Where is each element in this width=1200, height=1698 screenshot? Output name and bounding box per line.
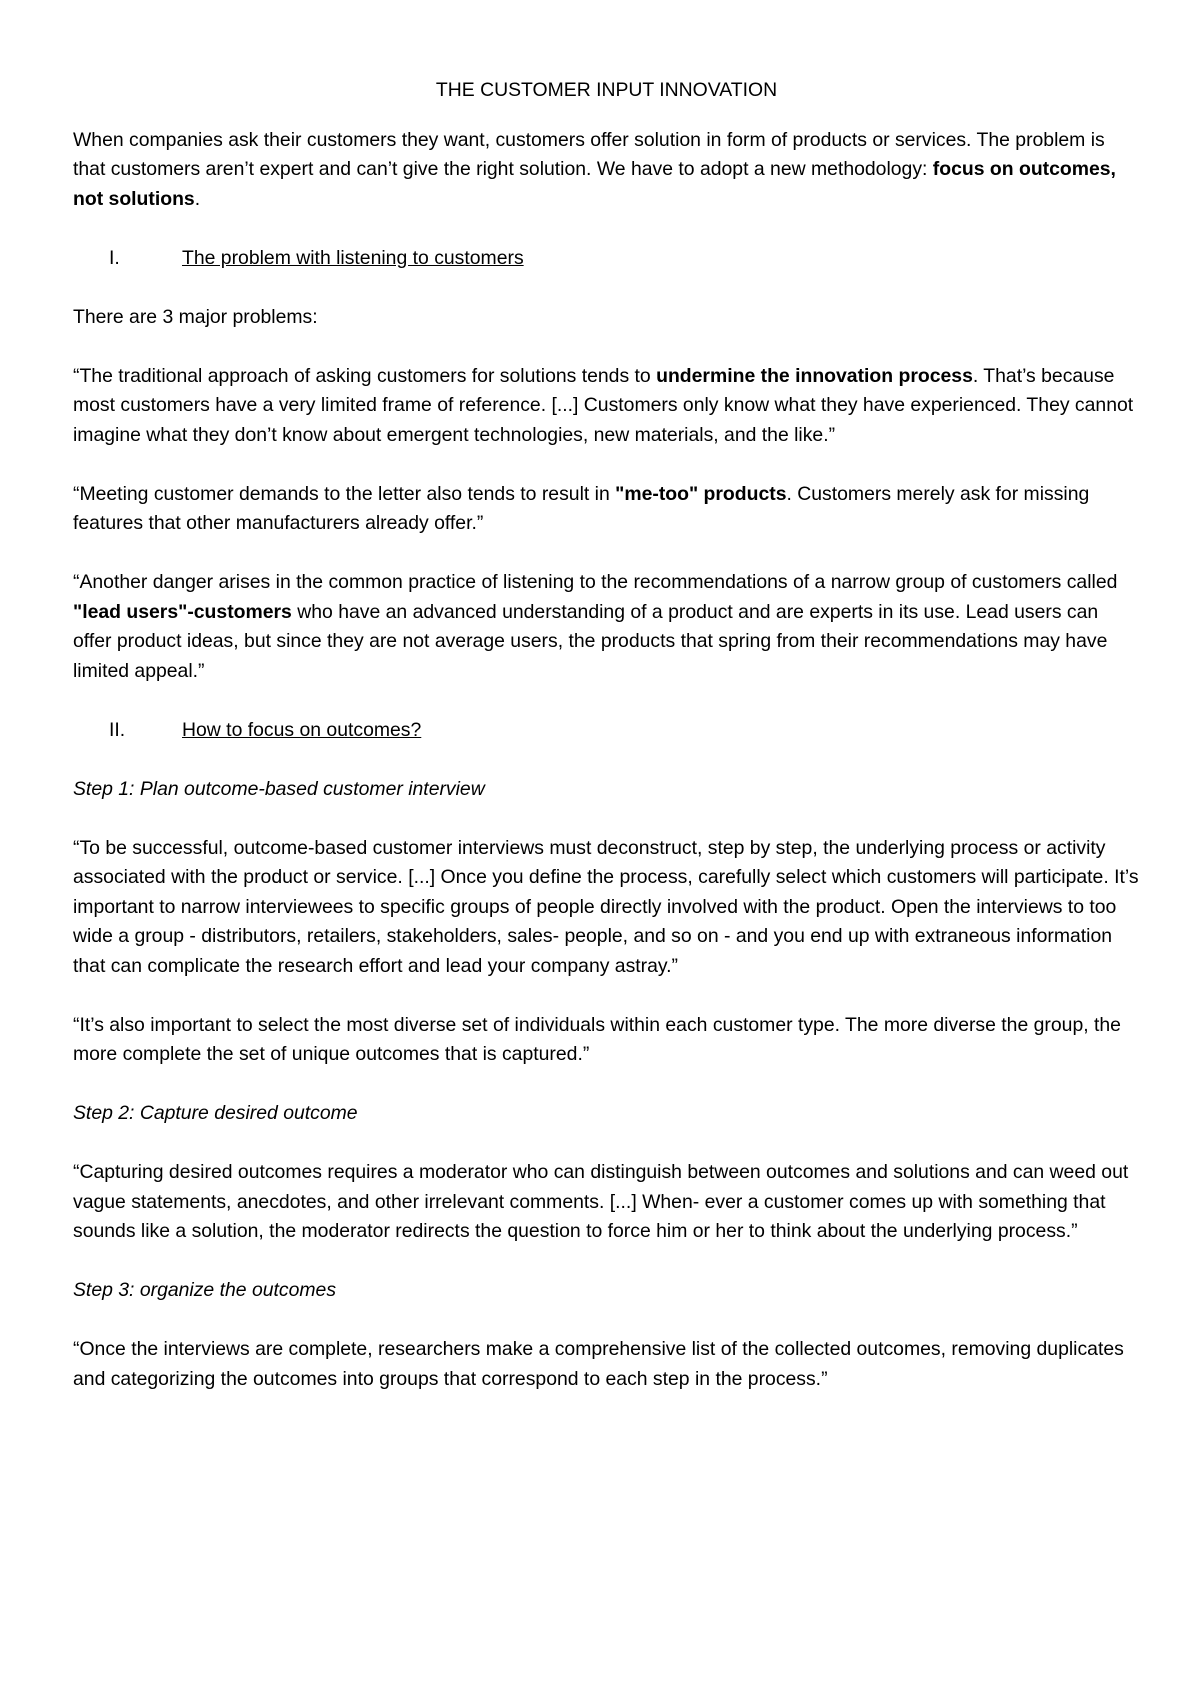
quote1-text-b: . That’s because most customers have a very limited frame of reference. [...] Customers only know what they have experienced. They cannot imagine what they don’t know about emergent technologies, new materials, and the like.”	[73, 364, 1134, 446]
quote-paragraph-3	[73, 568, 1140, 686]
quote3-text-b: who have an advanced understanding of a product and are experts in its use. Lead users can offer product ideas, but since they are not average users, the products that spring from their recommendations may have limited appeal.”	[73, 600, 1108, 682]
step-1-paragraph-1: “To be successful, outcome-based customer interviews must deconstruct, step by step, the underlying process or activity associated with the product or service. [...] Once you define the process, carefully select which customers will participate. It’s important to narrow interviewees to specific groups of people directly involved with the product. Open the interviews to too wide a group - distributors, retailers, stakeholders, sales- people, and so on - and you end up with extraneous information that can complicate the research effort and lead your company astray.”	[73, 836, 1139, 977]
document-title: THE CUSTOMER INPUT INNOVATION	[435, 79, 778, 101]
step-1-paragraph-2: “It’s also important to select the most diverse set of individuals within each customer type. The more diverse the group, the more complete the set of unique outcomes that is captured.”	[73, 1013, 1121, 1065]
quote1-bold: undermine the innovation process	[656, 364, 973, 387]
section-number-1: I.	[109, 246, 120, 269]
intro-paragraph	[73, 126, 1140, 215]
quote3-text-a: “Another danger arises in the common practice of listening to the recommendations of a narrow group of customers called	[73, 571, 1118, 593]
quote1-text-a: “The traditional approach of asking customers for solutions tends to	[73, 364, 657, 387]
section-title-2: How to focus on outcomes?	[182, 718, 422, 741]
step-2-paragraph-1: “Capturing desired outcomes requires a moderator who can distinguish between outcomes and solutions and can weed out vague statements, anecdotes, and other irrelevant comments. [...] When- ever a customer comes up with something that sounds like a solution, the moderator redirects the question to force him or her to think about the underlying process.”	[73, 1161, 1129, 1242]
step-1-title: Step 1: Plan outcome-based customer interview	[73, 777, 485, 800]
quote2-bold: "me-too" products	[615, 482, 787, 505]
section-number-2: II.	[109, 718, 126, 741]
step-3-title: Step 3: organize the outcomes	[73, 1279, 337, 1301]
quote-paragraph-1	[73, 362, 1140, 451]
quote2-text-a: “Meeting customer demands to the letter also tends to result in	[73, 482, 616, 505]
step-3-paragraph-1: “Once the interviews are complete, researchers make a comprehensive list of the collected outcomes, removing duplicates and categorizing the outcomes into groups that correspond to each step in the process.”	[73, 1338, 1124, 1390]
section-heading-1	[73, 244, 1140, 274]
quote-paragraph-2	[73, 480, 1140, 539]
problems-intro: There are 3 major problems:	[73, 305, 318, 328]
intro-text: When companies ask their customers they want, customers offer solution in form of products or services. The problem is that customers aren’t expert and can’t give the right solution. We have to adopt a new methodology:	[73, 128, 1105, 180]
quote2-text-b: . Customers merely ask for missing features that other manufacturers already offer.”	[73, 482, 1090, 534]
intro-end: .	[194, 187, 201, 210]
intro-bold-phrase: focus on outcomes, not solutions	[73, 158, 1116, 210]
quote3-bold: "lead users"-customers	[73, 600, 292, 623]
section-title-1: The problem with listening to customers	[182, 246, 524, 269]
step-2-title: Step 2: Capture desired outcome	[73, 1102, 358, 1124]
section-heading-2	[73, 716, 1140, 746]
